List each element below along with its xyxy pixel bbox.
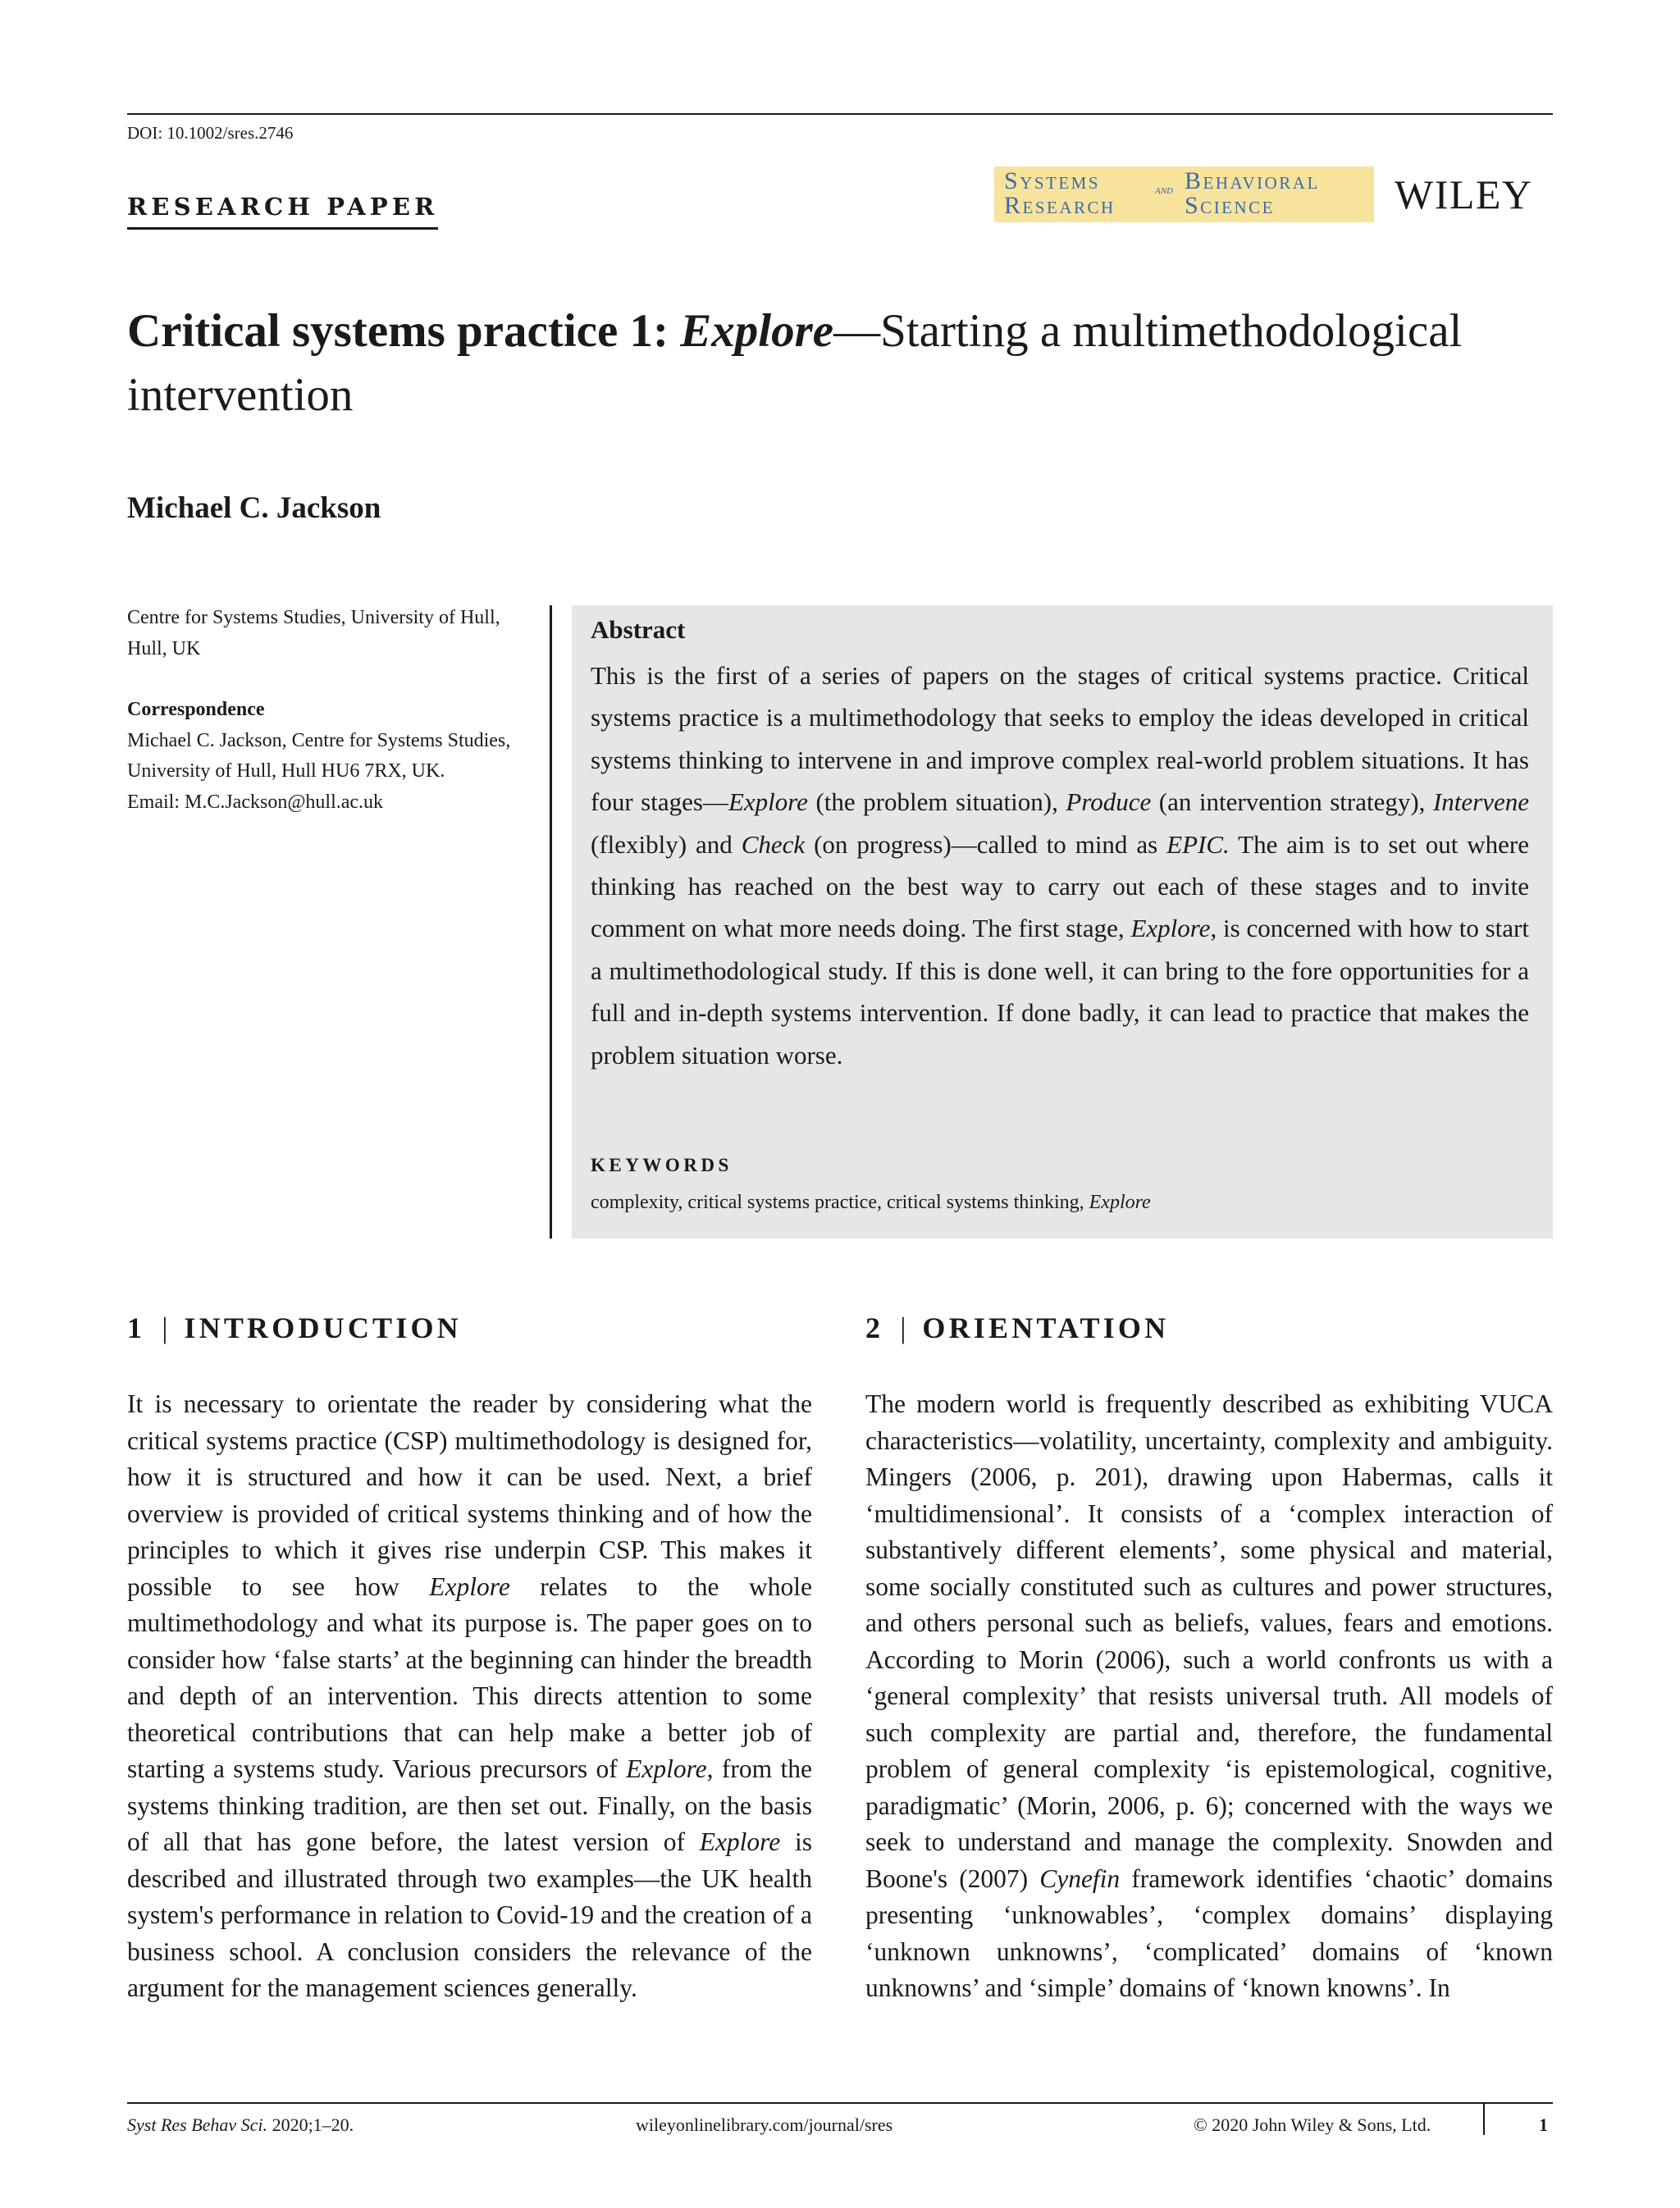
section-heading-orientation: 2 | ORIENTATION <box>865 1312 1170 1344</box>
section-orientation <box>865 1312 1554 2007</box>
journal-logo-and: and <box>1155 183 1173 197</box>
keywords-heading: KEYWORDS <box>591 1155 733 1175</box>
journal-logo-right: Behavioral Science <box>1185 167 1320 219</box>
introduction-text: It is necessary to orientate the reader by considering what the critical systems practice (CSP) multimethodology is designed for, how it is structured and how it can be used. Next, a brief overview is provided of critical systems thinking and of how the principles to which it gives rise underpin CSP. This makes it possible to see how Explore relates to the whole multimethodology and what its purpose is. The paper goes on to consider how ‘false starts’ at the beginning can hinder the breadth and depth of an intervention. This directs attention to some theoretical contributions that can help make a better job of starting a systems study. Various precursors of Explore, from the systems thinking tradition, are then set out. Finally, on the basis of all that has gone before, the latest version of Explore is described and illustrated through two examples—the UK health system's performance in relation to Covid-19 and the creation of a business school. A conclusion considers the relevance of the argument for the management sciences generally. <box>127 1389 812 2002</box>
journal-logo-left: Systems Research <box>1004 167 1116 219</box>
correspondence-text: Michael C. Jackson, Centre for Systems Studies, University of Hull, Hull HU6 7RX, UK. <box>127 729 511 782</box>
journal-logo[interactable] <box>994 167 1374 222</box>
bottom-rule <box>127 2102 1553 2104</box>
section-label: RESEARCH PAPER <box>127 193 438 230</box>
top-rule <box>127 113 1553 115</box>
footer-separator <box>1483 2104 1485 2135</box>
publisher-logo[interactable]: WILEY <box>1395 171 1533 217</box>
section-heading-introduction: 1 | INTRODUCTION <box>127 1312 462 1344</box>
abstract-text: This is the first of a series of papers on the stages of critical systems practice. Critical systems practice is a multimethodology that seeks to employ the ideas developed in critical systems thinking to intervene in and improve complex real-world problem situations. It has four stages—Explore (the problem situation), Produce (an intervention strategy), Intervene (flexibly) and Check (on progress)—called to mind as EPIC. The aim is to set out where thinking has reached on the best way to carry out each of these stages and to invite comment on what more needs doing. The first stage, Explore, is concerned with how to start a multimethodological study. If this is done well, it can bring to the fore opportunities for a full and in-depth systems intervention. If done badly, it can lead to practice that makes the problem situation worse. <box>591 661 1530 1070</box>
footer-url[interactable]: wileyonlinelibrary.com/journal/sres <box>636 2114 893 2135</box>
affiliation <box>127 603 529 818</box>
page-number: 1 <box>1539 2114 1548 2135</box>
divider <box>550 605 552 1239</box>
email[interactable]: Email: M.C.Jackson@hull.ac.uk <box>127 791 384 813</box>
footer-journal: Syst Res Behav Sci. 2020;1–20. <box>127 2114 354 2135</box>
abstract-box <box>572 605 1553 1239</box>
doi[interactable]: DOI: 10.1002/sres.2746 <box>127 123 294 143</box>
orientation-text: The modern world is frequently described as exhibiting VUCA characteristics—volatility, uncertainty, complexity and ambiguity. Mingers (2006, p. 201), drawing upon Habermas, calls it ‘multidimensional’. It consists of a ‘complex interaction of substantively different elements’, some physical and material, some socially constituted such as cultures and power structures, and others personal such as beliefs, values, fears and emotions. According to Morin (2006), such a world confronts us with a ‘general complexity’ that resists universal truth. All models of such complexity are partial and, therefore, the fundamental problem of general complexity ‘is epistemological, cognitive, paradigmatic’ (Morin, 2006, p. 6); concerned with the ways we seek to understand and manage the complexity. Snowden and Boone's (2007) Cynefin framework identifies ‘chaotic’ domains presenting ‘unknowables’, ‘complex domains’ displaying ‘unknown unknowns’, ‘complicated’ domains of ‘known unknowns’ and ‘simple’ domains of ‘known knowns’. In <box>865 1389 1554 2002</box>
institution: Centre for Systems Studies, University of Hull, Hull, UK <box>127 607 500 659</box>
correspondence-heading: Correspondence <box>127 699 265 720</box>
article-title: Critical systems practice 1: Explore—Starting a multimethodological intervention <box>127 305 1463 421</box>
author-name[interactable]: Michael C. Jackson <box>127 491 381 525</box>
section-introduction <box>127 1312 812 2007</box>
keywords-text: complexity, critical systems practice, critical systems thinking, Explore <box>591 1192 1151 1213</box>
abstract-heading: Abstract <box>591 615 686 644</box>
footer-copyright: © 2020 John Wiley & Sons, Ltd. <box>1194 2114 1431 2135</box>
